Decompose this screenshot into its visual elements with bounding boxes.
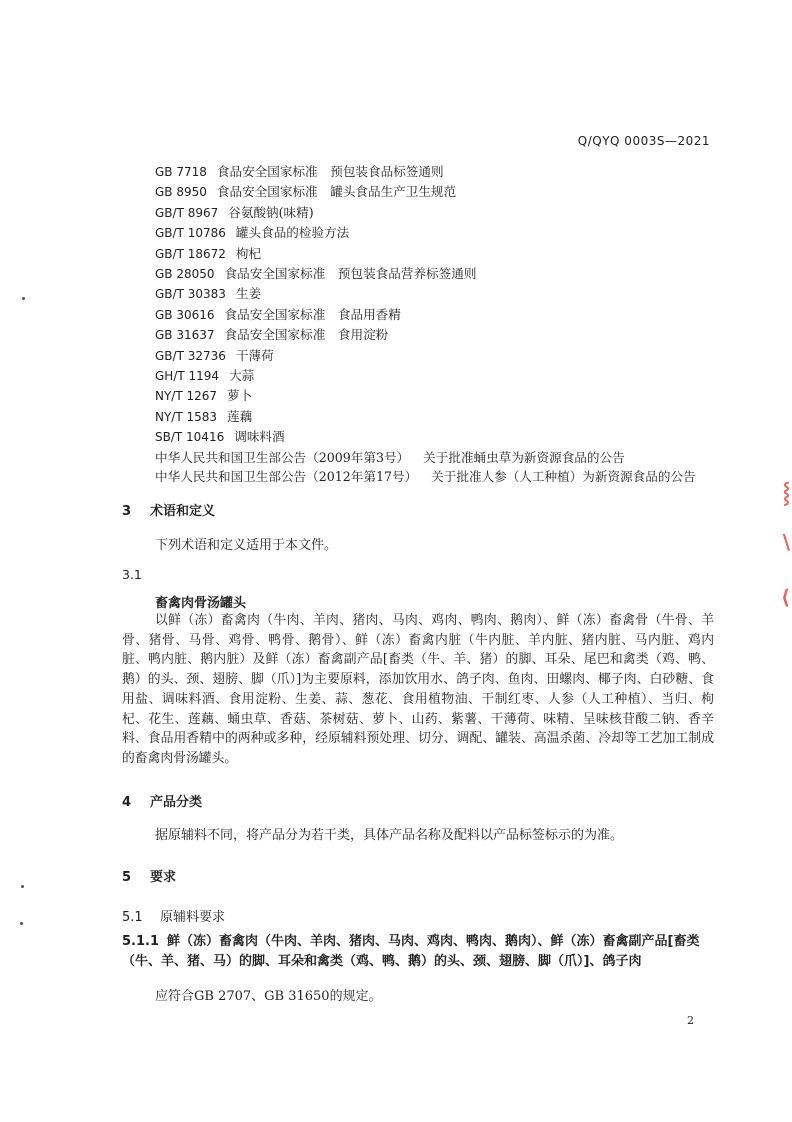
reference-code: NY/T 1583	[155, 409, 218, 424]
reference-title: 食品安全国家标准 食用淀粉	[224, 327, 389, 343]
section-title: 产品分类	[150, 795, 203, 810]
announcement-source: 中华人民共和国卫生部公告（2009年第3号）	[155, 449, 410, 465]
reference-item	[155, 305, 696, 325]
subsection-title: 原辅料要求	[160, 910, 226, 925]
section-3-heading	[122, 500, 215, 519]
reference-item	[155, 162, 696, 182]
reference-item	[155, 203, 696, 223]
section-3-intro: 下列术语和定义适用于本文件。	[155, 538, 338, 553]
reference-item	[155, 366, 696, 386]
reference-code: GB 31637	[155, 328, 215, 343]
reference-item	[155, 284, 696, 304]
stamp-fragment: ⟨	[780, 585, 790, 609]
section-number: 4	[122, 795, 132, 810]
reference-title: 调味料酒	[234, 429, 285, 445]
reference-title: 萝卜	[227, 388, 253, 404]
subsection-number: 5.1	[122, 910, 143, 925]
section-number: 3	[122, 504, 132, 519]
reference-item	[155, 427, 696, 447]
reference-code: GB 28050	[155, 267, 215, 282]
scan-speck	[20, 922, 23, 925]
page-number: 2	[687, 1014, 694, 1027]
reference-title: 食品安全国家标准 预包装食品营养标签通则	[224, 266, 477, 282]
subsection-5-1-heading	[122, 906, 225, 925]
reference-item	[155, 407, 696, 427]
scan-speck	[21, 885, 24, 888]
section-title: 术语和定义	[150, 504, 216, 519]
reference-code: GB/T 18672	[155, 246, 226, 261]
stamp-fragment: ⸾	[782, 480, 790, 504]
reference-code: GB 7718	[155, 165, 207, 179]
normative-references-list	[155, 162, 696, 487]
stamp-fragment: \	[782, 530, 790, 554]
reference-code: GB/T 8967	[155, 205, 219, 220]
section-4-heading	[122, 791, 202, 810]
announcement-item	[155, 467, 696, 486]
announcement-title: 关于批准蛹虫草为新资源食品的公告	[423, 449, 625, 465]
term-definition: 以鲜（冻）畜禽肉（牛肉、羊肉、猪肉、马肉、鸡肉、鸭肉、鹅肉）、鲜（冻）畜禽骨（牛骨、羊骨、猪骨、马骨、鸡骨、鸭骨、鹅骨）、鲜（冻）畜禽内脏（牛内脏、羊内脏、猪内脏、马内脏、鸡内脏、鸭内脏、鹅内脏）及鲜（冻）畜禽副产品[畜类（牛、羊、猪）的脚、耳朵、尾巴和禽类（鸡、鸭、鹅）的头、颈、翅膀、脚（爪）]为主要原料，添加饮用水、鸽子肉、鱼肉、田螺肉、椰子肉、白砂糖、食用盐、调味料酒、食用淀粉、生姜、蒜、葱花、食用植物油、干制红枣、人参（人工种植）、当归、枸杞、花生、莲藕、蛹虫草、香菇、茶树菇、萝卜、山药、紫薯、干薄荷、味精、呈味核苷酸二钠、香辛料、食品用香精中的两种或多种，经原辅料预处理、切分、调配、罐装、高温杀菌、冷却等工艺加工制成的畜禽肉骨汤罐头。	[122, 613, 714, 766]
announcement-title: 关于批准人参（人工种植）为新资源食品的公告	[431, 469, 696, 485]
clause-5-1-1	[122, 932, 714, 972]
term-number: 3.1	[122, 567, 142, 582]
reference-code: GB 8950	[155, 185, 207, 200]
clause-title: 鲜（冻）畜禽肉（牛肉、羊肉、猪肉、马肉、鸡肉、鸭肉、鹅肉）、鲜（冻）畜禽副产品[畜类（牛、羊、猪、马）的脚、耳朵和禽类（鸡、鸭、鹅）的头、颈、翅膀、脚（爪）]、鸽子肉	[122, 934, 700, 969]
reference-item	[155, 223, 696, 243]
reference-item	[155, 264, 696, 284]
section-5-heading	[122, 866, 176, 885]
announcement-source: 中华人民共和国卫生部公告（2012年第17号）	[155, 469, 418, 485]
announcement-item	[155, 448, 696, 467]
document-code: Q/QYQ 0003S—2021	[577, 134, 710, 148]
reference-code: GB/T 32736	[155, 348, 226, 363]
reference-item	[155, 244, 696, 264]
reference-title: 罐头食品的检验方法	[235, 225, 350, 241]
reference-code: GB/T 10786	[155, 226, 226, 241]
term-name: 畜禽肉骨汤罐头	[155, 596, 247, 611]
reference-title: 食品安全国家标准 食品用香精	[224, 306, 401, 322]
reference-code: SB/T 10416	[155, 430, 225, 445]
reference-item	[155, 386, 696, 406]
reference-code: NY/T 1267	[155, 389, 218, 404]
reference-title: 大蒜	[229, 368, 255, 384]
reference-title: 枸杞	[235, 245, 262, 261]
reference-title: 谷氨酸钠(味精)	[228, 204, 314, 220]
clause-number: 5.1.1	[122, 934, 160, 949]
reference-title: 莲藕	[227, 408, 253, 424]
reference-code: GB/T 30383	[155, 287, 226, 302]
reference-title: 食品安全国家标准 预包装食品标签通则	[216, 164, 444, 179]
reference-title: 生姜	[235, 286, 262, 302]
clause-5-1-1-body: 应符合GB 2707、GB 31650的规定。	[155, 989, 382, 1004]
reference-item	[155, 346, 696, 366]
scan-speck	[22, 297, 25, 300]
reference-code: GH/T 1194	[155, 369, 220, 384]
reference-item	[155, 182, 696, 202]
section-title: 要求	[150, 870, 177, 885]
reference-item	[155, 325, 696, 345]
reference-title: 食品安全国家标准 罐头食品生产卫生规范	[216, 184, 457, 200]
reference-code: GB 30616	[155, 307, 215, 322]
reference-title: 干薄荷	[235, 347, 274, 363]
section-4-body: 据原辅料不同，将产品分为若干类，具体产品名称及配料以产品标签标示的为准。	[155, 828, 624, 843]
section-number: 5	[122, 870, 132, 885]
